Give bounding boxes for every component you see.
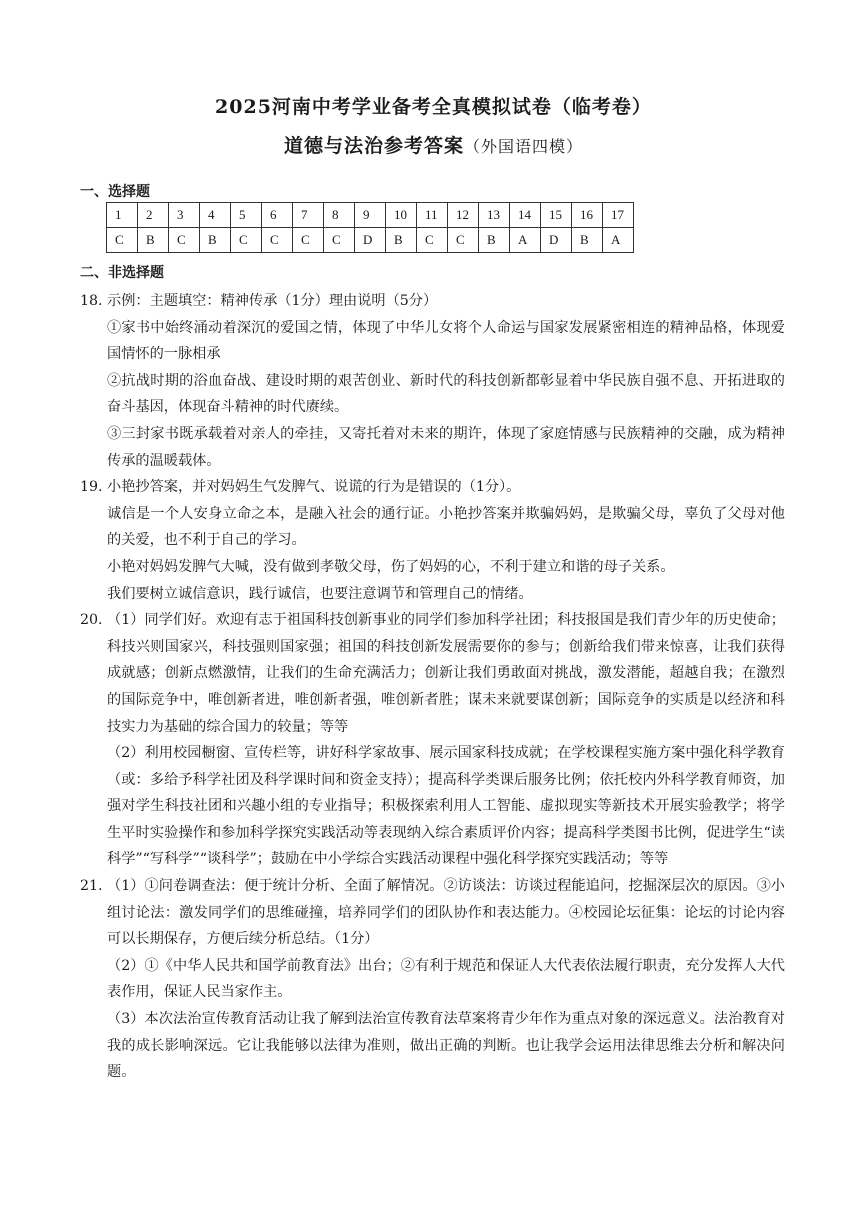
answer-paragraph: ③三封家书既承载着对亲人的牵挂，又寄托着对未来的期许，体现了家庭情感与民族精神的交融，成为精神传承的温暖载体。 xyxy=(107,425,785,469)
answer-cell: C xyxy=(417,228,448,253)
question-number-cell: 7 xyxy=(293,203,324,228)
answer-cell: B xyxy=(386,228,417,253)
question-number-cell: 11 xyxy=(417,203,448,228)
answer-row xyxy=(107,228,634,253)
question-number-cell: 15 xyxy=(541,203,572,228)
question-lead: 示例：主题填空：精神传承（1分）理由说明（5分） xyxy=(107,293,438,309)
question-number-cell: 6 xyxy=(262,203,293,228)
question-lead: 小艳抄答案，并对妈妈生气发脾气、说谎的行为是错误的（1分）。 xyxy=(107,479,521,496)
answer-cell: B xyxy=(479,228,510,253)
answer-cell: A xyxy=(510,228,541,253)
question-19 xyxy=(80,474,785,607)
answer-paragraph: 小艳对妈妈发脾气大喊，没有做到孝敬父母，伤了妈妈的心，不利于建立和谐的母子关系。 xyxy=(107,558,675,575)
answer-cell: C xyxy=(169,228,200,253)
answer-paragraph: （3）本次法治宣传教育活动让我了解到法治宣传教育法草案将青少年作为重点对象的深远意义。法治教育对我的成长影响深远。它让我能够以法律为准则，做出正确的判断。也让我学会运用法律思维去分析和解决问题。 xyxy=(107,1011,785,1081)
choice-answer-table xyxy=(106,202,634,253)
question-21 xyxy=(80,873,785,1086)
question-number-cell: 14 xyxy=(510,203,541,228)
answer-cell: C xyxy=(107,228,138,253)
question-lead: （1）同学们好。欢迎有志于祖国科技创新事业的同学们参加科学社团；科技报国是我们青少年的历史使命；科技兴则国家兴，科技强则国家强；祖国的科技创新发展需要你的参与；创新给我们带来惊喜，让我们获得成就感；创新点燃激情，让我们的生命充满活力；创新让我们勇敢面对挑战，激发潜能，超越自我；在激烈的国际竞争中，唯创新者进，唯创新者强，唯创新者胜；谋未来就要谋创新；国际竞争的实质是以经济和科技实力为基础的综合国力的较量；等等 xyxy=(107,612,785,735)
subtitle-note: （外国语四模） xyxy=(464,137,584,156)
answer-cell: C xyxy=(231,228,262,253)
answer-cell: A xyxy=(603,228,634,253)
question-number-cell: 17 xyxy=(603,203,634,228)
question-20 xyxy=(80,607,785,873)
question-number-cell: 8 xyxy=(324,203,355,228)
question-number-cell: 9 xyxy=(355,203,386,228)
answer-paragraph: 诚信是一个人安身立命之本，是融入社会的通行证。小艳抄答案并欺骗妈妈，是欺骗父母，辜负了父母对他的关爱，也不利于自己的学习。 xyxy=(107,505,785,549)
question-number: 18. xyxy=(80,293,103,309)
question-number: 20. xyxy=(80,612,103,629)
question-number-cell: 4 xyxy=(200,203,231,228)
answer-cell: D xyxy=(541,228,572,253)
answer-paragraph: （2）利用校园橱窗、宣传栏等，讲好科学家故事、展示国家科技成就；在学校课程实施方案中强化科学教育（或：多给予科学社团及科学课时间和资金支持）；提高科学类课后服务比例；依托校内外科学教育师资，加强对学生科技社团和兴趣小组的专业指导；积极探索利用人工智能、虚拟现实等新技术开展实验教学；将学生平时实验操作和参加科学探究实践活动等表现纳入综合素质评价内容；提高科学类图书比例，促进学生“读科学”“写科学”“谈科学”；鼓励在中小学综合实践活动课程中强化科学探究实践活动；等等 xyxy=(107,745,785,868)
answer-cell: C xyxy=(293,228,324,253)
page-subtitle xyxy=(0,131,867,158)
question-number-cell: 12 xyxy=(448,203,479,228)
section-heading-nonchoice: 二、非选择题 xyxy=(80,265,164,281)
page-title: 2025河南中考学业备考全真模拟试卷（临考卷） xyxy=(215,96,652,118)
answer-cell: B xyxy=(200,228,231,253)
question-number-cell: 13 xyxy=(479,203,510,228)
question-number: 19. xyxy=(80,479,103,496)
answer-cell: D xyxy=(355,228,386,253)
question-18 xyxy=(80,288,785,474)
question-number-cell: 5 xyxy=(231,203,262,228)
answer-paragraph: （2）①《中华人民共和国学前教育法》出台；②有利于规范和保证人大代表依法履行职责，充分发挥人大代表作用，保证人民当家作主。 xyxy=(107,957,785,1001)
question-number: 21. xyxy=(80,878,103,895)
question-number-row xyxy=(107,203,634,228)
section-heading-choice: 一、选择题 xyxy=(80,184,150,200)
answer-paragraph: 我们要树立诚信意识，践行诚信，也要注意调节和管理自己的情绪。 xyxy=(107,585,533,602)
question-number-cell: 3 xyxy=(169,203,200,228)
answer-cell: B xyxy=(572,228,603,253)
answer-cell: B xyxy=(138,228,169,253)
answer-cell: C xyxy=(448,228,479,253)
answer-cell: C xyxy=(262,228,293,253)
answer-paragraph: ①家书中始终涌动着深沉的爱国之情，体现了中华儿女将个人命运与国家发展紧密相连的精神品格，体现爱国情怀的一脉相承 xyxy=(107,319,785,363)
question-number-cell: 16 xyxy=(572,203,603,228)
question-lead: （1）①问卷调查法：便于统计分析、全面了解情况。②访谈法：访谈过程能追问，挖掘深层次的原因。③小组讨论法：激发同学们的思维碰撞，培养同学们的团队协作和表达能力。④校园论坛征集：论坛的讨论内容可以长期保存，方便后续分析总结。（1分） xyxy=(107,878,785,948)
answers-body xyxy=(80,288,785,1086)
subtitle-main: 道德与法治参考答案 xyxy=(283,135,464,157)
question-number-cell: 10 xyxy=(386,203,417,228)
answer-cell: C xyxy=(324,228,355,253)
question-number-cell: 1 xyxy=(107,203,138,228)
answer-paragraph: ②抗战时期的浴血奋战、建设时期的艰苦创业、新时代的科技创新都彰显着中华民族自强不息、开拓进取的奋斗基因，体现奋斗精神的时代赓续。 xyxy=(107,372,785,416)
question-number-cell: 2 xyxy=(138,203,169,228)
